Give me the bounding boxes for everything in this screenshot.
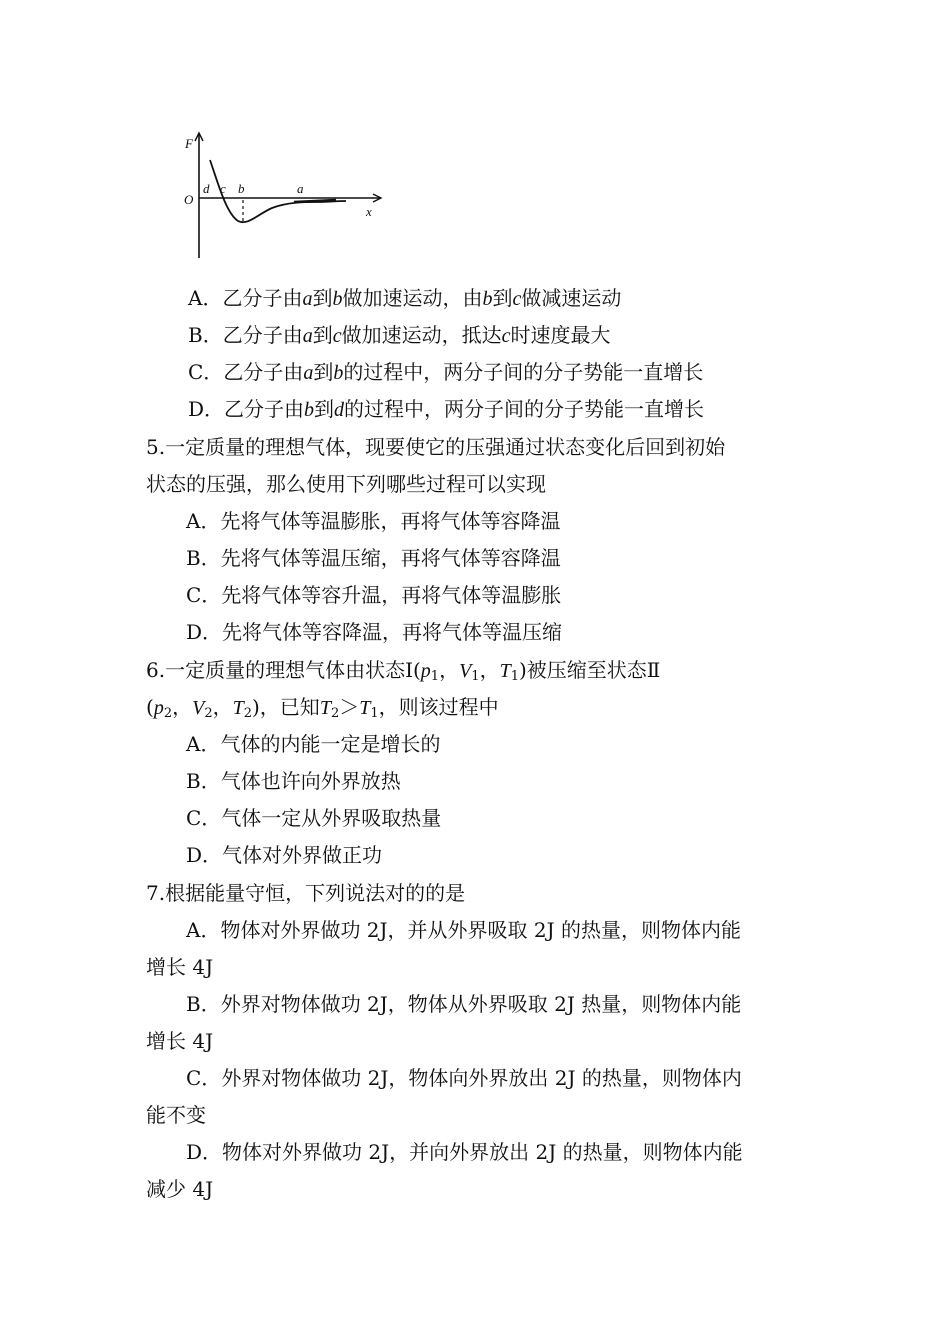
subscript: 2 bbox=[330, 706, 340, 721]
option-text: 外界对物体做功 2J，物体从外界吸取 2J 热量，则物体内能 bbox=[220, 992, 742, 1016]
q5-stem-line2: 状态的压强，那么使用下列哪些过程可以实现 bbox=[146, 472, 546, 496]
stem-text: )，已知 bbox=[252, 695, 320, 719]
q5-option-a bbox=[186, 507, 560, 535]
option-letter: A． bbox=[188, 286, 223, 310]
option-text: 做加速运动，抵达 bbox=[341, 323, 502, 347]
subscript: 1 bbox=[430, 669, 440, 684]
option-letter: A． bbox=[186, 732, 221, 756]
variable: c bbox=[332, 325, 342, 347]
q5-stem-line1: 5.一定质量的理想气体，现要使它的压强通过状态变化后回到初始 bbox=[146, 435, 726, 459]
q4-option-d bbox=[188, 395, 704, 424]
q6-option-b bbox=[186, 767, 401, 795]
variable: c bbox=[512, 288, 522, 310]
q7-option-c-line2: 能不变 bbox=[146, 1103, 206, 1127]
option-text: 做加速运动，由 bbox=[342, 286, 483, 310]
option-text: 乙分子由 bbox=[222, 286, 303, 310]
stem-text: ，则该过程中 bbox=[378, 695, 499, 719]
variable: b bbox=[333, 362, 344, 384]
option-letter: B． bbox=[186, 769, 221, 793]
option-text: 到 bbox=[312, 323, 333, 347]
q7-stem: 7.根据能量守恒，下列说法对的的是 bbox=[146, 881, 466, 905]
q4-option-a bbox=[188, 284, 621, 313]
option-text: 到 bbox=[312, 286, 333, 310]
y-axis-label: F bbox=[185, 136, 193, 151]
subscript: 2 bbox=[243, 706, 252, 721]
q7-option-b-line2: 增长 4J bbox=[146, 1029, 214, 1053]
option-text: 的过程中，两分子间的分子势能一直增长 bbox=[344, 397, 705, 421]
variable: p bbox=[153, 697, 164, 719]
option-letter: C． bbox=[186, 1066, 222, 1090]
q6-stem-line1 bbox=[146, 656, 660, 685]
stem-text: 6.一定质量的理想气体由状态Ⅰ( bbox=[146, 658, 421, 682]
variable: T bbox=[359, 697, 371, 719]
variable: V bbox=[459, 660, 472, 682]
option-text: 时速度最大 bbox=[510, 323, 611, 347]
point-label-c: c bbox=[220, 181, 226, 196]
x-axis-label: x bbox=[366, 204, 372, 219]
option-text: 做减速运动 bbox=[521, 286, 622, 310]
option-letter: D． bbox=[186, 1140, 223, 1164]
force-curve bbox=[210, 160, 346, 222]
option-text: 物体对外界做功 2J，并向外界放出 2J 的热量，则物体内能 bbox=[222, 1140, 743, 1164]
q7-option-d-line1 bbox=[186, 1138, 743, 1166]
variable: b bbox=[482, 288, 493, 310]
q6-option-d bbox=[186, 841, 382, 869]
stem-text: )被压缩至状态Ⅱ bbox=[518, 658, 661, 682]
option-letter: D． bbox=[188, 397, 225, 421]
variable: V bbox=[192, 697, 205, 719]
option-text: 先将气体等容升温，再将气体等温膨胀 bbox=[221, 583, 562, 607]
q7-option-a-line2: 增长 4J bbox=[146, 955, 214, 979]
option-letter: A． bbox=[186, 509, 221, 533]
q4-option-c bbox=[188, 358, 703, 387]
subscript: 1 bbox=[370, 706, 379, 721]
q7-option-d-line2: 减少 4J bbox=[146, 1177, 214, 1201]
stem-text: ( bbox=[146, 695, 154, 719]
point-label-d: d bbox=[203, 181, 210, 196]
option-text: 气体也许向外界放热 bbox=[220, 769, 401, 793]
variable: c bbox=[501, 325, 511, 347]
variable: d bbox=[334, 399, 345, 421]
variable: p bbox=[420, 660, 431, 682]
option-letter: D． bbox=[186, 620, 223, 644]
subscript: 2 bbox=[204, 706, 213, 721]
option-letter: B． bbox=[186, 546, 221, 570]
option-letter: C． bbox=[186, 806, 222, 830]
separator: ， bbox=[172, 695, 193, 719]
option-letter: A． bbox=[186, 918, 221, 942]
variable: a bbox=[303, 362, 314, 384]
option-text: 到 bbox=[314, 397, 335, 421]
force-distance-graph bbox=[176, 128, 392, 264]
option-text: 到 bbox=[492, 286, 513, 310]
q7-option-a-line1 bbox=[186, 916, 741, 944]
option-text: 气体的内能一定是增长的 bbox=[220, 732, 441, 756]
option-letter: C． bbox=[188, 360, 224, 384]
option-text: 先将气体等温压缩，再将气体等容降温 bbox=[220, 546, 561, 570]
q6-stem-line2 bbox=[146, 693, 499, 722]
option-letter: D． bbox=[186, 843, 223, 867]
variable: a bbox=[302, 325, 313, 347]
option-letter: C． bbox=[186, 583, 222, 607]
q7-option-b-line1 bbox=[186, 990, 741, 1018]
point-label-b: b bbox=[238, 181, 245, 196]
q6-option-a bbox=[186, 730, 440, 758]
option-text: 外界对物体做功 2J，物体向外界放出 2J 的热量，则物体内 bbox=[221, 1066, 742, 1090]
option-text: 乙分子由 bbox=[223, 360, 304, 384]
subscript: 1 bbox=[471, 669, 480, 684]
point-label-a: a bbox=[297, 181, 304, 196]
option-text: 乙分子由 bbox=[222, 323, 303, 347]
variable: T bbox=[499, 660, 511, 682]
variable: T bbox=[319, 697, 331, 719]
option-text: 乙分子由 bbox=[224, 397, 305, 421]
q5-option-d bbox=[186, 618, 562, 646]
separator: ， bbox=[212, 695, 233, 719]
q6-option-c bbox=[186, 804, 441, 832]
subscript: 1 bbox=[510, 669, 519, 684]
option-text: 气体对外界做正功 bbox=[222, 843, 383, 867]
option-letter: B． bbox=[188, 323, 223, 347]
separator: ， bbox=[479, 658, 500, 682]
q5-option-c bbox=[186, 581, 561, 609]
greater-than: ＞ bbox=[339, 695, 360, 719]
q4-option-b bbox=[188, 321, 610, 350]
option-text: 先将气体等温膨胀，再将气体等容降温 bbox=[220, 509, 561, 533]
option-text: 先将气体等容降温，再将气体等温压缩 bbox=[222, 620, 563, 644]
option-text: 的过程中，两分子间的分子势能一直增长 bbox=[343, 360, 704, 384]
separator: ， bbox=[439, 658, 460, 682]
variable: b bbox=[332, 288, 343, 310]
option-text: 到 bbox=[313, 360, 334, 384]
q5-option-b bbox=[186, 544, 561, 572]
option-text: 物体对外界做功 2J，并从外界吸取 2J 的热量，则物体内能 bbox=[220, 918, 742, 942]
subscript: 2 bbox=[163, 706, 173, 721]
q7-option-c-line1 bbox=[186, 1064, 742, 1092]
variable: T bbox=[232, 697, 244, 719]
origin-label: O bbox=[184, 192, 194, 207]
variable: a bbox=[302, 288, 313, 310]
variable: b bbox=[304, 399, 315, 421]
option-text: 气体一定从外界吸取热量 bbox=[221, 806, 442, 830]
option-letter: B． bbox=[186, 992, 221, 1016]
